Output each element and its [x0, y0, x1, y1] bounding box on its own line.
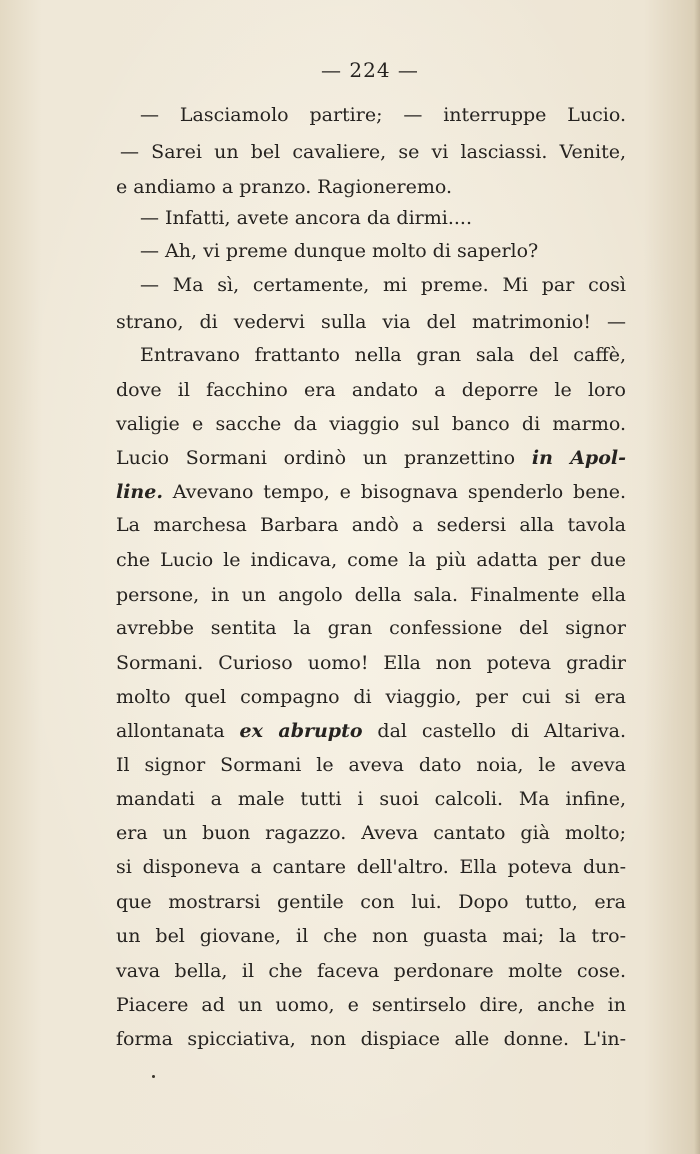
text-line-2: — Sarei un bel cavaliere, se vi lasciassi. Venite, [120, 141, 626, 163]
text-line-17: Sormani. Curioso uomo! Ella non poteva gradir [116, 652, 626, 674]
text-line-20: Il signor Sormani le aveva dato noia, le aveva [116, 754, 626, 776]
page-number: — 224 — [321, 58, 419, 82]
text-line-4: — Infatti, avete ancora da dirmi.... [140, 207, 472, 229]
text-line-14: che Lucio le indicava, come la più adatta per due [116, 549, 626, 571]
text-segment: Lucio Sormani ordinò un pranzettino [116, 447, 516, 469]
text-line-16: avrebbe sentita la gran confessione del signor [116, 617, 626, 639]
text-line-25: un bel giovane, il che non guasta mai; la tro- [116, 925, 626, 947]
text-line-26: vava bella, il che faceva perdonare molte cose. [116, 960, 626, 982]
text-line-23: si disponeva a cantare dell'altro. Ella poteva dun- [116, 856, 626, 878]
text-line-13: La marchesa Barbara andò a sedersi alla tavola [116, 514, 626, 536]
text-line-7: strano, di vedervi sulla via del matrimonio! — [116, 311, 626, 333]
text-line-10: valigie e sacche da viaggio sul banco di marmo. [116, 413, 626, 435]
italic-phrase: line. [116, 481, 163, 503]
text-line-11 [116, 443, 626, 473]
text-line-24: que mostrarsi gentile con lui. Dopo tutto, era [116, 891, 626, 913]
ink-speck [152, 1075, 155, 1078]
text-line-28: forma spicciativa, non dispiace alle donne. L'in- [116, 1028, 626, 1050]
text-line-1: — Lasciamolo partire; — interruppe Lucio. [140, 104, 626, 126]
text-segment: Avevano tempo, e bisognava spenderlo bene. [172, 481, 626, 503]
text-line-5: — Ah, vi preme dunque molto di saperlo? [140, 240, 539, 262]
text-segment: allontanata [116, 720, 225, 742]
text-line-9: dove il facchino era andato a deporre le loro [116, 379, 626, 401]
text-line-3: e andiamo a pranzo. Ragioneremo. [116, 176, 452, 198]
text-line-27: Piacere ad un uomo, e sentirselo dire, anche in [116, 994, 626, 1016]
italic-phrase: in Apol- [531, 447, 626, 469]
page-edge-shadow [694, 0, 700, 1154]
italic-phrase: ex abrupto [239, 720, 363, 742]
text-line-22: era un buon ragazzo. Aveva cantato già molto; [116, 822, 626, 844]
text-line-12 [116, 477, 626, 507]
text-segment: dal castello di Altariva. [377, 720, 627, 742]
text-line-8: Entravano frattanto nella gran sala del caffè, [140, 344, 626, 366]
text-line-18: molto quel compagno di viaggio, per cui si era [116, 686, 626, 708]
text-line-21: mandati a male tutti i suoi calcoli. Ma infine, [116, 788, 626, 810]
text-line-19 [116, 716, 626, 746]
text-line-15: persone, in un angolo della sala. Finalmente ella [116, 584, 626, 606]
text-line-6: — Ma sì, certamente, mi preme. Mi par così [140, 274, 626, 296]
